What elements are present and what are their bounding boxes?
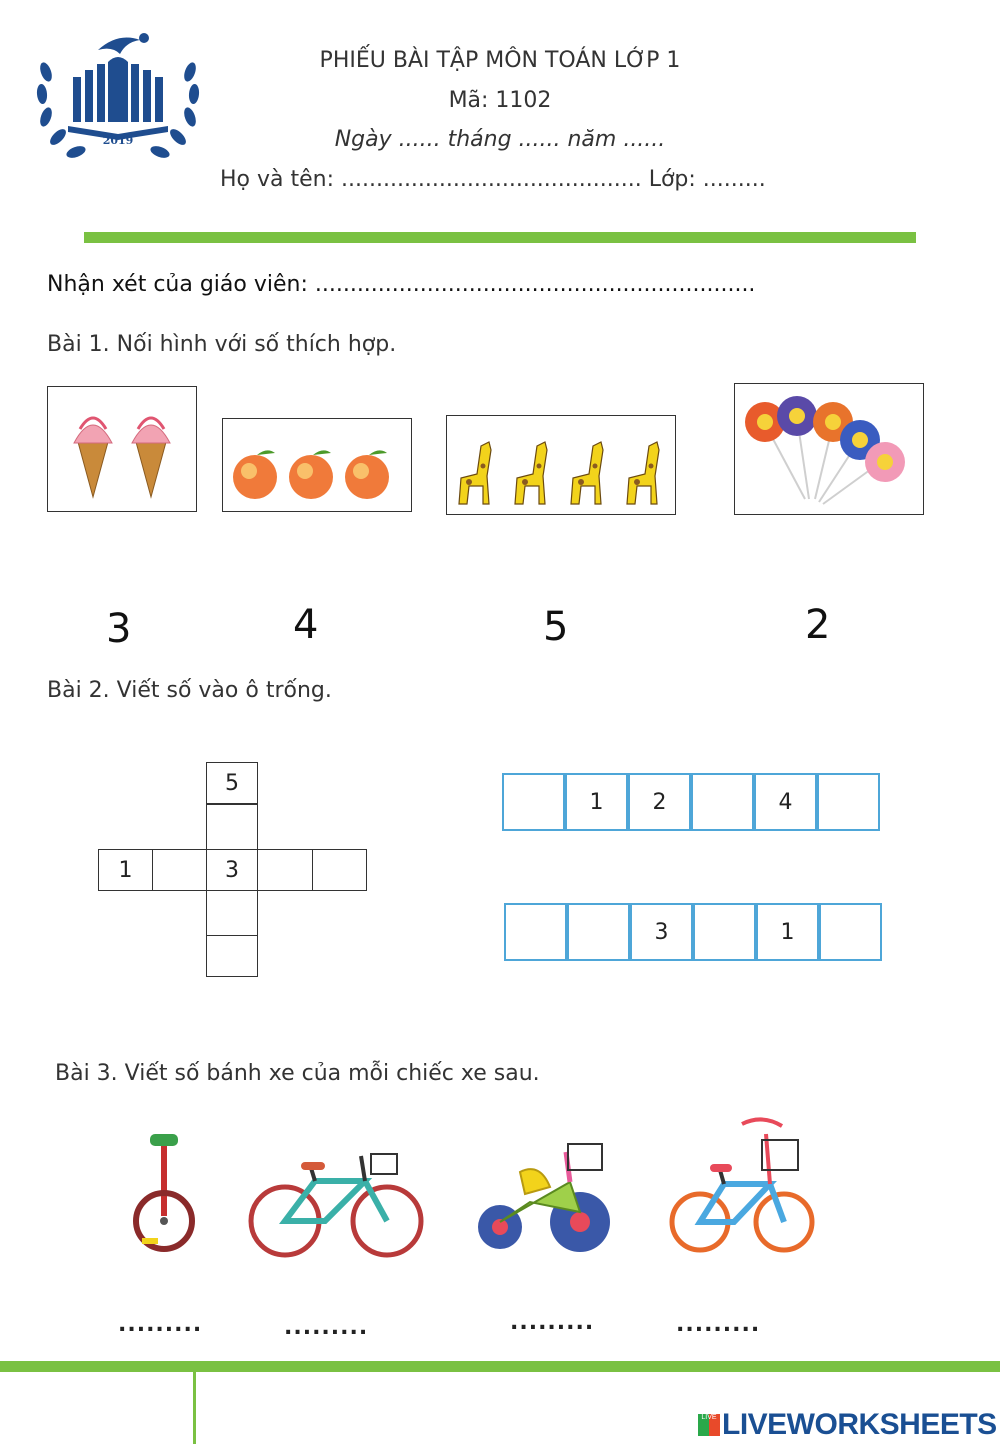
row1-cell[interactable]: [502, 773, 565, 831]
ice-cream-icon: [48, 387, 196, 511]
unicycle-icon: [112, 1116, 212, 1276]
worksheet-title: PHIẾU BÀI TẬP MÔN TOÁN LỚP 1: [319, 48, 681, 73]
exercise-2-title: Bài 2. Viết số vào ô trống.: [47, 678, 332, 703]
liveworksheets-logo[interactable]: [698, 1408, 997, 1442]
match-number-2[interactable]: 4: [293, 602, 319, 648]
cross-cell-left-middle[interactable]: [152, 849, 207, 891]
lollipop-icon: [735, 384, 923, 514]
brand-name: LIVEWORKSHEETS: [722, 1408, 997, 1441]
peach-picture[interactable]: [222, 418, 412, 512]
answer-blank-4[interactable]: .........: [676, 1312, 761, 1337]
match-number-4[interactable]: 2: [805, 602, 831, 648]
giraffe-icon: [447, 416, 675, 514]
footer-divider: [193, 1372, 196, 1444]
row2-cell[interactable]: [504, 903, 567, 961]
answer-blank-2[interactable]: .........: [284, 1315, 369, 1340]
cross-puzzle: [98, 762, 370, 982]
row2-cell[interactable]: [819, 903, 882, 961]
footer-bar: [0, 1361, 1000, 1372]
number-row-1: [502, 773, 882, 833]
giraffe-picture[interactable]: [446, 415, 676, 515]
tricycle-icon: [470, 1122, 622, 1264]
cross-cell-lower[interactable]: [206, 890, 258, 936]
brand-badge: LIVE: [698, 1414, 720, 1436]
cross-cell-center: 3: [206, 849, 258, 891]
row1-cell[interactable]: [817, 773, 880, 831]
row1-cell[interactable]: [691, 773, 754, 831]
row2-cell: 1: [756, 903, 819, 961]
match-number-1[interactable]: 3: [106, 606, 132, 652]
answer-blank-3[interactable]: .........: [510, 1310, 595, 1335]
match-number-3[interactable]: 5: [543, 604, 569, 650]
row1-cell: 2: [628, 773, 691, 831]
row1-cell: 4: [754, 773, 817, 831]
name-class-line: Họ và tên: ........................................... Lớp: .........: [220, 167, 766, 192]
cross-cell-bottom[interactable]: [206, 935, 258, 977]
date-line: Ngày ...... tháng ...... năm ......: [334, 127, 666, 152]
tricycle-picture: [470, 1122, 622, 1264]
number-row-2: [504, 903, 884, 963]
row2-cell[interactable]: [567, 903, 630, 961]
exercise-3-title: Bài 3. Viết số bánh xe của mỗi chiếc xe sau.: [55, 1061, 540, 1086]
kids-bike-icon: [662, 1104, 816, 1264]
lollipop-picture[interactable]: [734, 383, 924, 515]
ice-cream-picture[interactable]: [47, 386, 197, 512]
cross-cell-upper[interactable]: [206, 804, 258, 850]
cross-cell-left: 1: [98, 849, 153, 891]
unicycle-picture: [112, 1116, 212, 1276]
cross-cell-right[interactable]: [312, 849, 367, 891]
cross-cell-right-middle[interactable]: [257, 849, 313, 891]
kids-bike-picture: [662, 1104, 816, 1264]
exercise-1-title: Bài 1. Nối hình với số thích hợp.: [47, 332, 397, 357]
header-divider: [84, 232, 916, 243]
bicycle-icon: [245, 1126, 427, 1268]
answer-blank-1[interactable]: .........: [118, 1312, 203, 1337]
cross-cell-top: 5: [206, 762, 258, 804]
teacher-comment: Nhận xét của giáo viên: ...............................................................: [47, 272, 756, 297]
bicycle-picture: [245, 1126, 427, 1268]
peach-icon: [223, 419, 411, 511]
worksheet-code: Mã: 1102: [448, 88, 552, 113]
logo-year: 2019: [102, 134, 134, 147]
row2-cell: 3: [630, 903, 693, 961]
school-logo: [28, 22, 208, 172]
row1-cell: 1: [565, 773, 628, 831]
row2-cell[interactable]: [693, 903, 756, 961]
